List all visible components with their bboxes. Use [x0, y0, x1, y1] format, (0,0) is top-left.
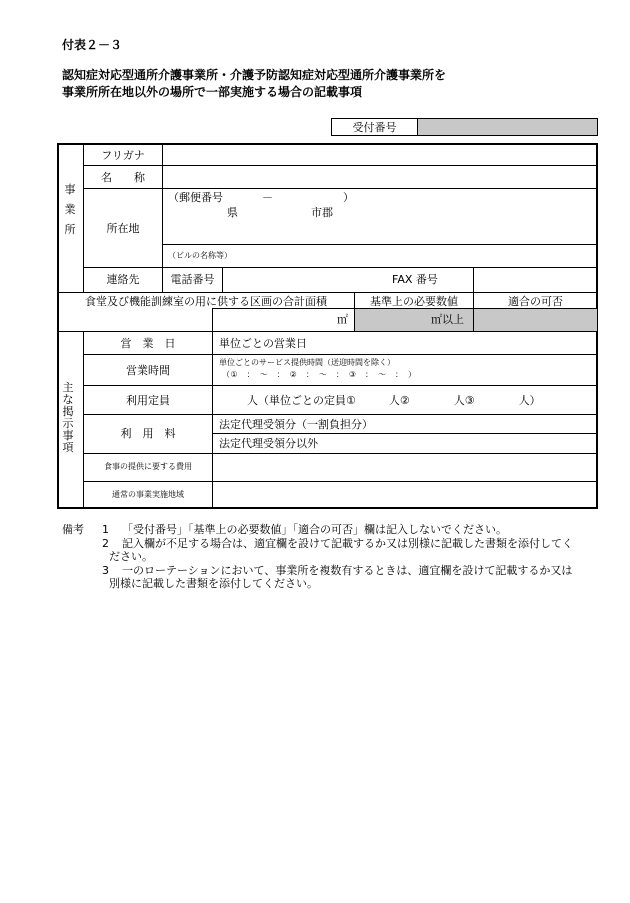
building-label: （ビルの名称等）: [168, 251, 232, 260]
suitability-cell: [474, 309, 597, 331]
note2-line2: ださい。: [109, 550, 153, 563]
reception-number-field[interactable]: [418, 119, 597, 135]
prefecture-label: 県: [227, 206, 238, 219]
notes-label: 備考: [62, 523, 84, 536]
note2-line1: 記入欄が不足する場合は、適宜欄を設けて記載するか又は別様に記載した書類を添付してく: [122, 537, 573, 550]
postal-dash: －: [262, 191, 273, 204]
note3-line1: 一のローテーションにおいて、事業所を複数有するときは、適宜欄を設けて記載するか又は: [122, 564, 573, 577]
furigana-label: フリガナ: [101, 149, 145, 162]
name-input[interactable]: [163, 166, 597, 188]
business-days-label: 営 業 日: [120, 337, 176, 350]
page-title-line1: 認知症対応型通所介護事業所・介護予防認知症対応型通所介護事業所を: [62, 68, 447, 82]
area-unit-min: ㎡以上: [431, 313, 464, 326]
note1-number: 1: [102, 523, 109, 536]
service-area-input[interactable]: [213, 482, 597, 508]
main-section-label: 主な掲示事項: [62, 381, 74, 454]
suitability-label: 適合の可否: [508, 295, 563, 308]
table-label: 付表２－３: [62, 38, 123, 52]
address-label: 所在地: [106, 222, 140, 235]
phone-input[interactable]: [223, 268, 383, 292]
hours-format: （① ： ～ ： ② ： ～ ： ③ ： ～ ： ）: [222, 370, 417, 379]
note2-number: 2: [102, 537, 109, 550]
business-hours-label: 営業時間: [126, 364, 170, 377]
required-label: 基準上の必要数値: [370, 295, 458, 308]
capacity-value: 人（単位ごとの定員① 人② 人③ 人）: [247, 394, 541, 407]
note3-line2: 別様に記載した書類を添付してください。: [109, 577, 318, 590]
contact-label: 連絡先: [106, 273, 140, 286]
city-label: 市郡: [311, 206, 333, 219]
area-unit: ㎡: [337, 313, 348, 326]
business-days-value: 単位ごとの営業日: [219, 337, 307, 350]
hours-note: 単位ごとのサービス提供時間（送迎時間を除く）: [219, 358, 395, 367]
postal-close: ）: [343, 191, 354, 204]
name-label: 名 称: [101, 171, 145, 184]
service-area-label: 通常の事業実施地域: [112, 490, 184, 499]
fax-input[interactable]: [474, 268, 597, 292]
area-label: 食堂及び機能訓練室の用に供する区画の合計面積: [85, 295, 327, 308]
fax-label: FAX 番号: [392, 273, 438, 286]
office-section-label: 事業所: [64, 183, 76, 236]
postal-label: （郵便番号: [168, 191, 223, 204]
fee-row1: 法定代理受領分（一割負担分）: [219, 418, 373, 431]
furigana-input[interactable]: [163, 144, 597, 165]
note1: 「受付番号」「基準上の必要数値」「適合の可否」欄は記入しないでください。: [122, 523, 507, 536]
page-title-line2: 事業所所在地以外の場所で一部実施する場合の記載事項: [62, 85, 363, 99]
meal-input[interactable]: [213, 454, 597, 481]
fee-row2: 法定代理受領分以外: [219, 437, 318, 450]
reception-label: 受付番号: [352, 121, 397, 134]
phone-label: 電話番号: [170, 273, 215, 286]
fee-label: 利 用 料: [120, 427, 176, 440]
capacity-label: 利用定員: [126, 394, 170, 407]
meal-label: 食事の提供に要する費用: [104, 462, 192, 471]
note3-number: 3: [102, 564, 109, 577]
